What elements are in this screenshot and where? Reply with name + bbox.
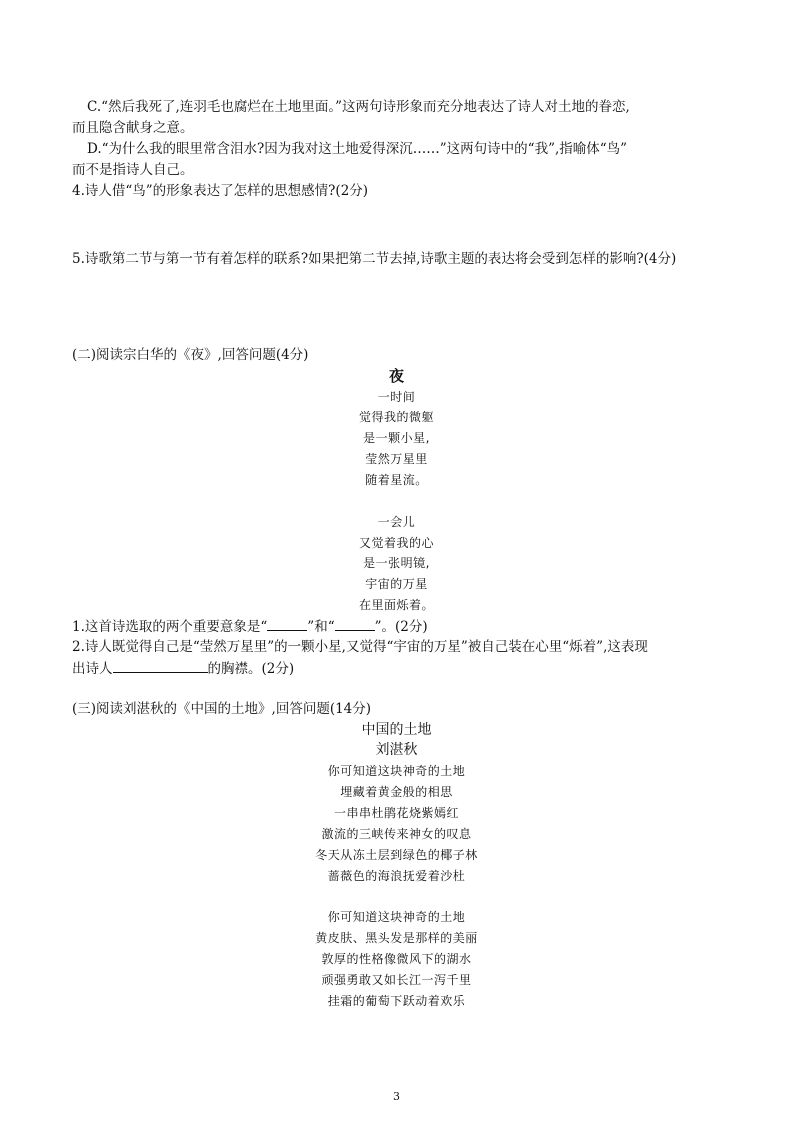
question-5: 5.诗歌第二节与第一节有着怎样的联系?如果把第二节去掉,诗歌主题的表达将会受到怎样的影响?(4分) [72, 251, 677, 267]
q3-option-c-line1: C.“然后我死了,连羽毛也腐烂在土地里面。”这两句诗形象而充分地表达了诗人对土地的眷恋, [87, 99, 630, 115]
poem-line: 一会儿 [377, 515, 416, 529]
poem-line: 一串串杜鹃花烧紫嫣红 [333, 806, 459, 820]
poem-line: 一时间 [377, 390, 416, 404]
poem-line: 你可知道这块神奇的土地 [327, 764, 466, 778]
poem-line: 冬天从冻土层到绿色的椰子林 [315, 848, 478, 862]
poem-line: 激流的三峡传来神女的叹息 [321, 827, 472, 841]
q2-suffix: 的胸襟。(2分) [207, 661, 295, 677]
section3-heading: (三)阅读刘湛秋的《中国的土地》,回答问题(14分) [72, 701, 372, 717]
q1-mid: ”和“ [307, 619, 335, 635]
question-4: 4.诗人借“鸟”的形象表达了怎样的思想感情?(2分) [72, 183, 369, 199]
answer-blank[interactable] [113, 658, 208, 673]
section2-heading: (二)阅读宗白华的《夜》,回答问题(4分) [72, 347, 309, 363]
poem-line: 又觉着我的心 [358, 536, 434, 550]
poem-line: 埋藏着黄金般的相思 [340, 785, 453, 799]
poem-line: 黄皮肤、黑头发是那样的美丽 [315, 931, 478, 945]
answer-blank[interactable] [335, 616, 375, 631]
poem-line: 宇宙的万星 [365, 577, 428, 591]
q2-prefix: 出诗人 [72, 661, 113, 677]
poem-line: 挂霜的葡萄下跃动着欢乐 [327, 994, 466, 1008]
poem-line: 是一张明镜, [363, 556, 430, 570]
q1-prefix: 1.这首诗选取的两个重要意象是“ [72, 619, 268, 635]
q3-option-c-line2: 而且隐含献身之意。 [72, 120, 194, 136]
q3-option-d-line1: D.“为什么我的眼里常含泪水?因为我对这土地爱得深沉……”这两句诗中的“我”,指喻体“鸟” [87, 141, 628, 157]
section2-question-2-line1: 2.诗人既觉得自己是“莹然万星里”的一颗小星,又觉得“宇宙的万星”被自己装在心里“烁着”,这表现 [72, 639, 648, 655]
poem-line: 是一颗小星, [363, 431, 430, 445]
answer-blank[interactable] [267, 616, 307, 631]
section2-poem-title: 夜 [388, 367, 404, 385]
poem-line: 随着星流。 [365, 473, 428, 487]
poem-line: 在里面烁着。 [358, 598, 434, 612]
poem-line: 蔷薇色的海浪抚爱着沙杜 [327, 869, 466, 883]
poem-line: 莹然万星里 [365, 452, 428, 466]
poem-line: 顽强勇敢又如长江一泻千里 [321, 973, 472, 987]
section3-poem-author: 刘湛秋 [375, 742, 418, 758]
q3-option-d-line2: 而不是指诗人自己。 [72, 162, 194, 178]
poem-line: 你可知道这块神奇的土地 [327, 910, 466, 924]
section2-question-2-line2 [72, 658, 294, 679]
page-number: 3 [393, 1090, 400, 1103]
section3-poem-title: 中国的土地 [361, 722, 432, 738]
q1-suffix: ”。(2分) [374, 619, 428, 635]
poem-line: 敦厚的性格像微风下的湖水 [321, 952, 472, 966]
poem-line: 觉得我的微躯 [358, 410, 434, 424]
section2-question-1 [72, 616, 428, 637]
